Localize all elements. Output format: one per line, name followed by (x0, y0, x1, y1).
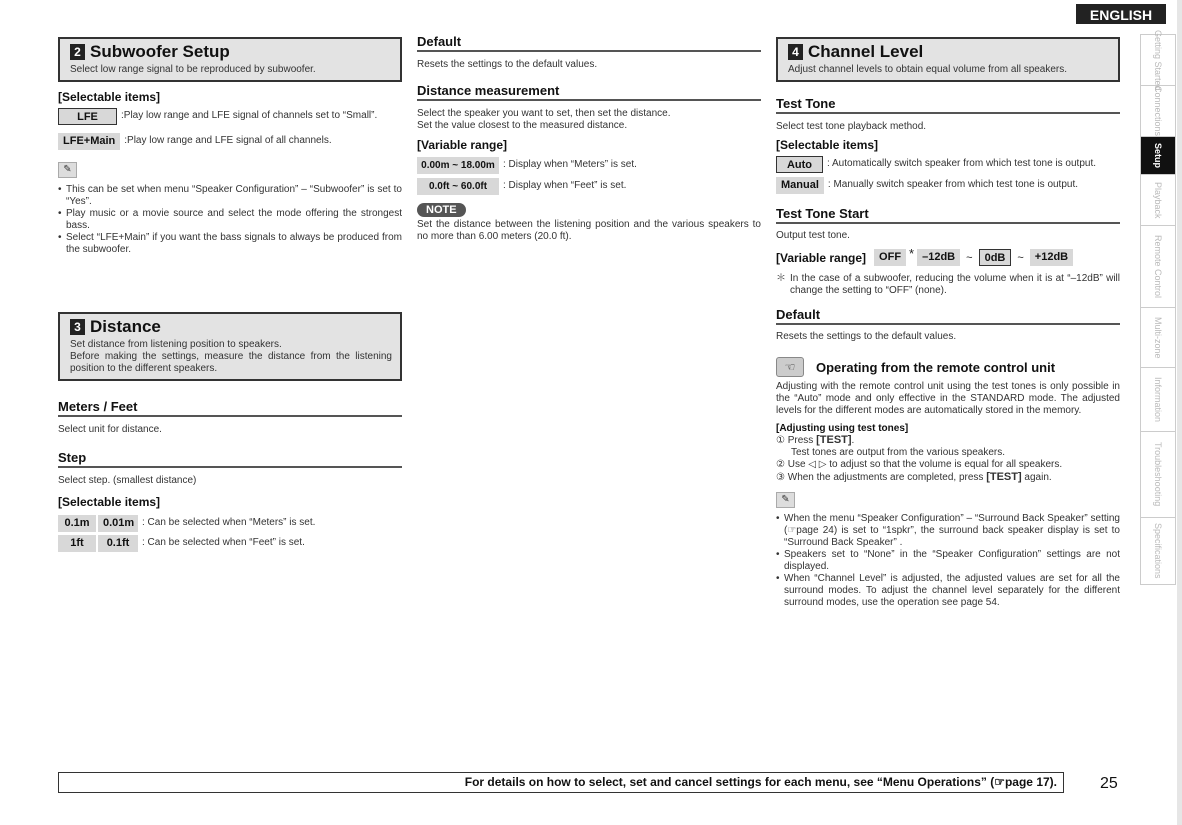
list-item: • Play music or a movie source and select the mode offering the strongest bass. (58, 208, 402, 232)
asterisk: * (909, 246, 915, 261)
item-row (776, 156, 1120, 173)
distance-measurement-heading: Distance measurement (417, 83, 761, 101)
range-key: 0.0ft ~ 60.0ft (417, 178, 499, 195)
range-key: 0.00m ~ 18.00m (417, 157, 499, 174)
list-item: • Select “LFE+Main” if you want the bass signals to always be produced from the subwoofer. (58, 232, 402, 256)
remote-heading: Operating from the remote control unit (816, 359, 1056, 375)
test-tone-text: Select test tone playback method. (776, 121, 927, 132)
variable-heading: [Variable range] (417, 138, 508, 152)
selectable-heading: [Selectable items] (58, 495, 161, 509)
footer-box: For details on how to select, set and cancel settings for each menu, see “Menu Operations” (☞page 17). (58, 772, 1064, 793)
side-tab-troubleshooting[interactable]: Troubleshooting (1140, 431, 1176, 517)
meters-feet-heading: Meters / Feet (58, 399, 402, 417)
default-text: Resets the settings to the default values. (417, 59, 598, 70)
pencil-icon: ✎ (58, 162, 77, 178)
side-tab-multi-zone[interactable]: Multi-zone (1140, 307, 1176, 367)
option-key: Manual (776, 177, 824, 194)
section-desc: Before making the settings, measure the distance from the listening position to the different speakers. (70, 351, 392, 374)
section-title: Subwoofer Setup (90, 42, 230, 61)
item-row (58, 535, 402, 552)
option-key: 1ft (58, 535, 96, 552)
adjusting-heading: [Adjusting using test tones] (776, 423, 909, 434)
option-desc: : Can be selected when “Feet” is set. (142, 537, 305, 548)
option-desc: :Play low range and LFE signal of channels set to “Small”. (121, 110, 378, 121)
range-desc: : Display when “Meters” is set. (503, 159, 637, 170)
column-1b (58, 312, 402, 552)
test-tone-heading: Test Tone (776, 96, 1120, 114)
remote-text: Adjusting with the remote control unit using the test tones is only possible in the “Auto” mode and only effective in the STANDARD mode. The adjusted levels for the different modes are automatically stored in the memory. (776, 381, 1120, 416)
section-number: 3 (70, 319, 85, 335)
option-desc: : Can be selected when “Meters” is set. (142, 517, 316, 528)
range-value: +12dB (1030, 249, 1073, 266)
option-desc: :Play low range and LFE signal of all channels. (124, 135, 332, 146)
default-heading: Default (417, 34, 761, 52)
footnote-text: In the case of a subwoofer, reducing the volume when it is at “–12dB” will change the setting to “OFF” (none). (790, 273, 1120, 296)
variable-range-row (776, 246, 1120, 266)
side-tab-remote-control[interactable]: Remote Control (1140, 225, 1176, 307)
section-title: Distance (90, 317, 161, 336)
range-value: 0dB (979, 249, 1012, 266)
side-tab-specifications[interactable]: Specifications (1140, 517, 1176, 585)
list-item: • This can be set when menu “Speaker Configuration” – “Subwoofer” is set to “Yes”. (58, 184, 402, 208)
note-text: Set the distance between the listening position and the various speakers to no more than 6.00 meters (20.0 ft). (417, 219, 761, 242)
notes-list (58, 184, 402, 256)
item-row (58, 108, 402, 125)
option-key: LFE (58, 108, 117, 125)
list-item: • When the menu “Speaker Configuration” – “Surround Back Speaker” setting (☞page 24) is set to “1spkr”, the surround back speaker display is set to “Surround Back Speaker” . (776, 513, 1120, 549)
step-heading: Step (58, 450, 402, 468)
option-key: Auto (776, 156, 823, 173)
option-key: 0.01m (98, 515, 138, 532)
default-heading: Default (776, 307, 1120, 325)
item-row (776, 177, 1120, 194)
section-desc: Set distance from listening position to speakers. (70, 339, 282, 350)
meters-feet-text: Select unit for distance. (58, 424, 162, 435)
side-tab-getting-started[interactable]: Getting Started (1140, 34, 1176, 85)
remote-heading-row (776, 357, 1120, 377)
test-key-label: [TEST] (986, 471, 1022, 483)
option-key: 0.1ft (98, 535, 138, 552)
remote-hand-icon: ☜ (776, 357, 804, 377)
range-desc: : Display when “Feet” is set. (503, 180, 627, 191)
test-tone-start-text: Output test tone. (776, 230, 850, 241)
distance-box (58, 312, 402, 381)
list-item: • When “Channel Level” is adjusted, the adjusted values are set for all the surround modes. To adjust the channel level separately for the different surround modes, use the operation see page 54. (776, 573, 1120, 609)
range-value: –12dB (917, 249, 960, 266)
side-tab-setup[interactable]: Setup (1140, 136, 1176, 174)
step-1: ① Press [TEST]. (776, 434, 855, 446)
option-desc: : Manually switch speaker from which test tone is output. (827, 179, 1079, 190)
side-tabs (1140, 29, 1176, 585)
test-key-label: [TEST] (816, 434, 852, 446)
default-text: Resets the settings to the default values. (776, 331, 957, 342)
side-tab-connections[interactable]: Connections (1140, 85, 1176, 136)
column-1 (58, 37, 402, 256)
page-edge (1177, 0, 1182, 825)
test-tone-start-heading: Test Tone Start (776, 206, 1120, 224)
footnote-mark: ＊ (776, 273, 786, 284)
item-row (417, 178, 761, 195)
tilde: ~ (966, 251, 973, 264)
side-tab-playback[interactable]: Playback (1140, 174, 1176, 225)
step-text: Select step. (smallest distance) (58, 475, 197, 486)
channel-level-box (776, 37, 1120, 82)
language-label: ENGLISH (1076, 4, 1166, 24)
selectable-heading: [Selectable items] (58, 90, 161, 104)
section-desc: Adjust channel levels to obtain equal volume from all speakers. (788, 64, 1068, 75)
notes-list (776, 513, 1120, 609)
subwoofer-setup-box (58, 37, 402, 82)
distance-text: Select the speaker you want to set, then set the distance. (417, 108, 671, 119)
distance-text: Set the value closest to the measured distance. (417, 120, 628, 131)
item-row (58, 515, 402, 532)
section-desc: Select low range signal to be reproduced by subwoofer. (70, 64, 316, 75)
column-2 (417, 34, 761, 243)
item-row (417, 157, 761, 174)
section-title: Channel Level (808, 42, 924, 61)
section-number: 4 (788, 44, 803, 60)
option-desc: : Automatically switch speaker from which test tone is output. (827, 158, 1097, 169)
option-key: LFE+Main (58, 133, 120, 150)
footnote (776, 273, 1120, 297)
pencil-icon: ✎ (776, 492, 795, 508)
option-key: 0.1m (58, 515, 96, 532)
step-2: ② Use ◁ ▷ to adjust so that the volume is equal for all speakers. (776, 459, 1063, 470)
item-row (58, 133, 402, 150)
side-tab-information[interactable]: Information (1140, 367, 1176, 431)
column-3 (776, 37, 1120, 609)
selectable-heading: [Selectable items] (776, 138, 879, 152)
page-number: 25 (1100, 775, 1118, 792)
tilde: ~ (1017, 251, 1024, 264)
list-item: • Speakers set to “None” in the “Speaker Configuration” settings are not displayed. (776, 549, 1120, 573)
range-value: OFF (874, 249, 906, 266)
section-number: 2 (70, 44, 85, 60)
step-3: ③ When the adjustments are completed, press [TEST] again. (776, 471, 1052, 483)
variable-label: [Variable range] (776, 250, 867, 265)
note-badge: NOTE (417, 203, 466, 217)
step-1-sub: Test tones are output from the various speakers. (791, 447, 1005, 458)
